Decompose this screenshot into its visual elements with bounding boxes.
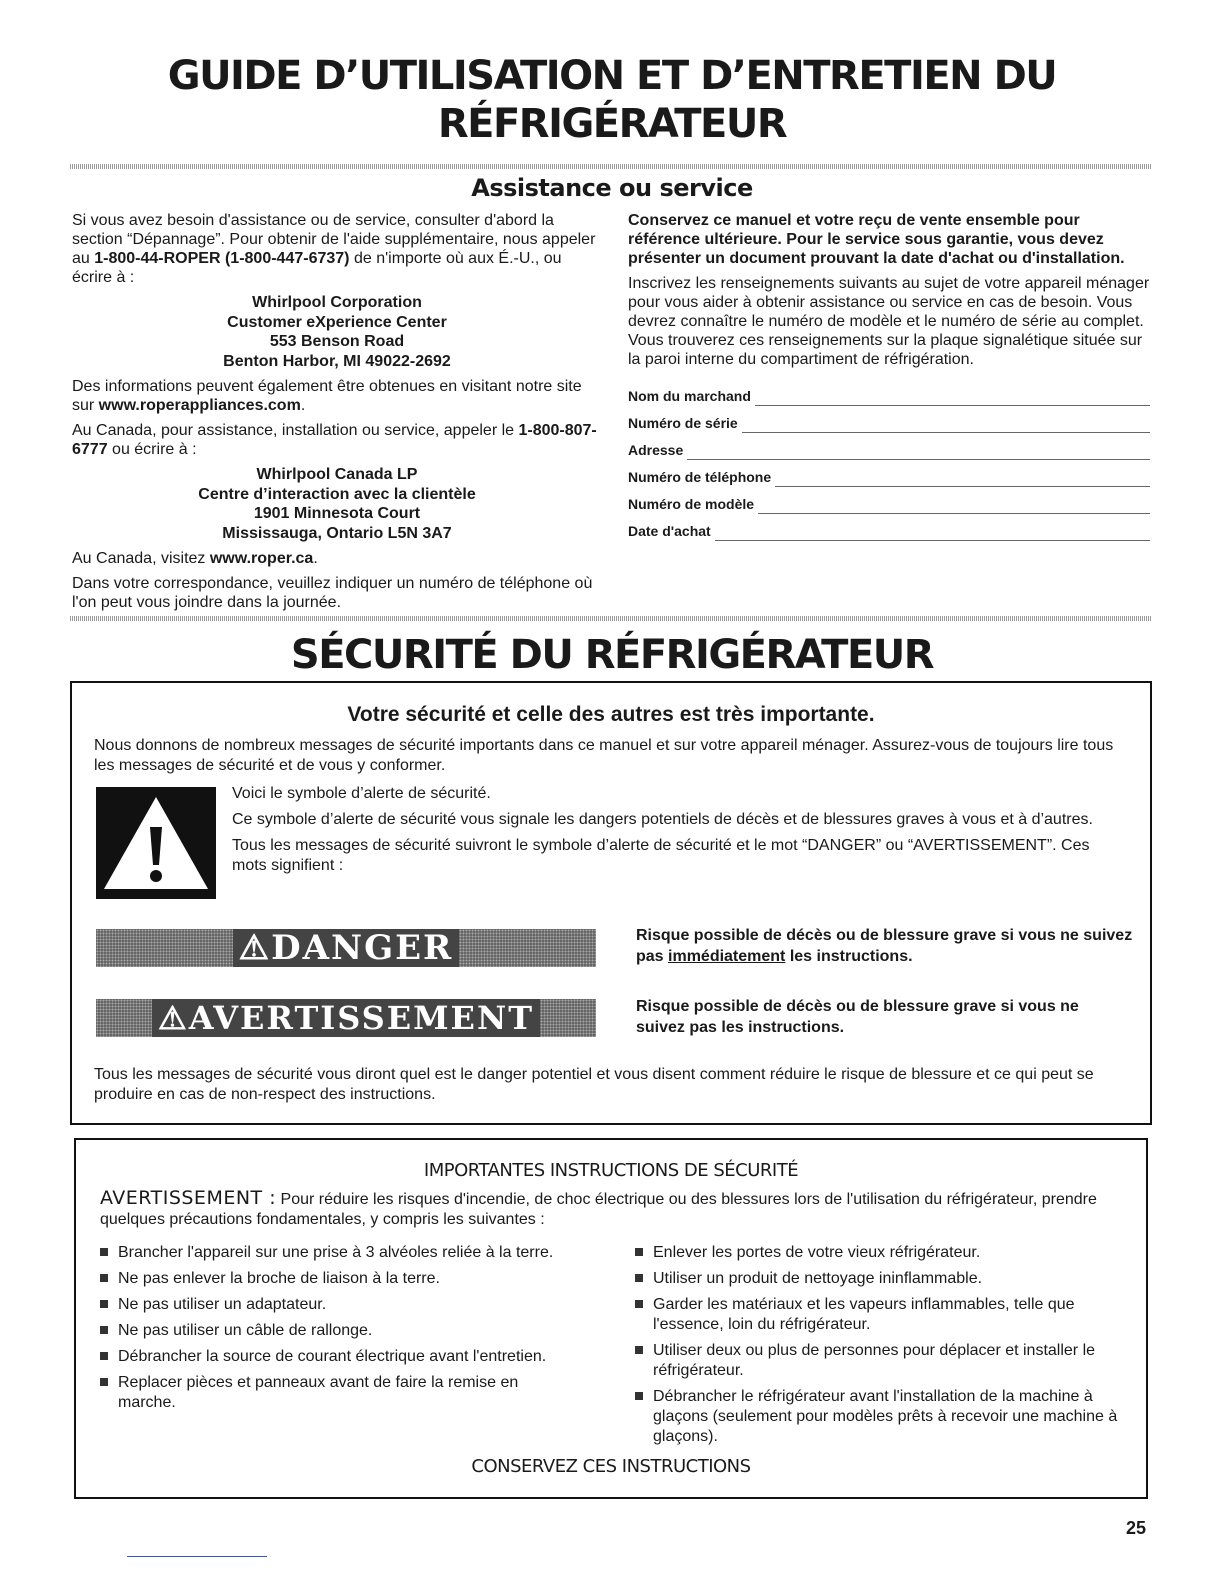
list-item-text: Ne pas utiliser un câble de rallonge. (118, 1322, 373, 1339)
safety-alert-symbol-icon (96, 787, 216, 899)
list-item-text: Débrancher le réfrigérateur avant l'installation de la machine à glaçons (seulement pour modèles prêts à recevoir une machine à glaçons). (653, 1388, 1118, 1445)
canada-address (72, 465, 602, 543)
assistance-heading: Assistance ou service (471, 174, 753, 202)
bullet-icon (635, 1346, 643, 1354)
symbol-line-1: Voici le symbole d’alerte de sécurité. (232, 785, 491, 802)
website-text: Des informations peuvent également être obtenues en visitant notre site sur (72, 378, 582, 414)
keep-manual-note: Conservez ce manuel et votre reçu de vente ensemble pour référence ultérieure. Pour le service sous garantie, vous devez présenter un document prouvant la date d'achat ou d'installation. (628, 212, 1125, 267)
field-dealer-name[interactable] (628, 379, 1150, 406)
instructions-heading: IMPORTANTES INSTRUCTIONS DE SÉCURITÉ (423, 1160, 799, 1181)
field-label: Adresse (628, 442, 684, 458)
bullet-icon (100, 1300, 108, 1308)
canada-address-line: Mississauga, Ontario L5N 3A7 (222, 524, 452, 542)
intro-text-end: de n'importe où aux É.-U., ou écrire à : (72, 250, 562, 286)
field-serial-number[interactable] (628, 406, 1150, 433)
list-item-text: Ne pas utiliser un adaptateur. (118, 1296, 327, 1313)
bullet-icon (635, 1248, 643, 1256)
danger-meaning (636, 925, 1141, 967)
list-item (98, 1373, 568, 1413)
danger-label-text: DANGER (271, 929, 454, 967)
list-item-text: Utiliser un produit de nettoyage ininflammable. (653, 1270, 983, 1287)
safety-title: SÉCURITÉ DU RÉFRIGÉRATEUR (290, 632, 934, 678)
warning-meaning: Risque possible de décès ou de blessure grave si vous ne suivez pas les instructions. (636, 998, 1079, 1036)
us-address-line: Benton Harbor, MI 49022-2692 (223, 352, 451, 370)
field-label: Numéro de téléphone (628, 469, 772, 485)
canada-website-paragraph (72, 549, 602, 568)
safety-intro: Nous donnons de nombreux messages de sécurité importants dans ce manuel et sur votre appareil ménager. Assurez-vous de toujours lire tous les messages de sécurité et de vous y conformer. (94, 737, 1114, 774)
canada-text: Au Canada, pour assistance, installation ou service, appeler le (72, 422, 519, 439)
bullet-icon (635, 1274, 643, 1282)
canada-paragraph (72, 421, 602, 459)
field-model-number[interactable] (628, 487, 1150, 514)
safety-box (70, 681, 1152, 1125)
page-title-line-1: GUIDE D’UTILISATION ET D’ENTRETIEN DU (167, 53, 1057, 99)
field-line (758, 500, 1150, 514)
field-purchase-date[interactable] (628, 514, 1150, 541)
bullet-icon (100, 1378, 108, 1386)
canada-phone: 1-800-807-6777 (72, 422, 597, 458)
list-item (633, 1341, 1133, 1381)
canada-website-text: Au Canada, visitez (72, 550, 210, 567)
divider-middle (70, 616, 1152, 621)
record-info-paragraph: Inscrivez les renseignements suivants au sujet de votre appareil ménager pour vous aider à obtenir assistance ou service en cas de besoin. Vous devrez connaître le numéro de modèle et le numéro de série au complet. Vous trouverez ces renseignements sur la plaque signalétique située sur la paroi interne du compartiment de réfrigération. (628, 275, 1150, 368)
field-line (775, 473, 1150, 487)
safety-outro: Tous les messages de sécurité vous diront quel est le danger potentiel et vous disent comment réduire le risque de blessure et ce qui peut se produire en cas de non-respect des instructions. (94, 1066, 1094, 1103)
canada-address-line: Whirlpool Canada LP (256, 466, 418, 483)
list-item (633, 1295, 1133, 1335)
instructions-warning (100, 1188, 1125, 1230)
bullet-icon (100, 1274, 108, 1282)
list-item (633, 1387, 1133, 1447)
list-item (98, 1269, 568, 1289)
list-item-text: Garder les matériaux et les vapeurs inflammables, telle que l'essence, loin du réfrigérateur. (653, 1296, 1075, 1333)
danger-meaning-text: Risque possible de décès ou de blessure grave si vous ne suivez pas (636, 927, 1133, 965)
list-item-text: Brancher l'appareil sur une prise à 3 alvéoles reliée à la terre. (118, 1244, 554, 1261)
danger-meaning-emphasis: immédiatement (668, 948, 786, 965)
website-text-end: . (300, 397, 306, 414)
bullet-icon (635, 1392, 643, 1400)
field-line (715, 527, 1150, 541)
page-title (0, 52, 1224, 148)
assistance-intro (72, 211, 602, 287)
danger-label: ⚠DANGER (233, 929, 460, 967)
field-label: Numéro de modèle (628, 496, 755, 512)
list-item-text: Replacer pièces et panneaux avant de faire la remise en marche. (118, 1374, 519, 1411)
field-line (742, 419, 1150, 433)
warning-label-text: AVERTISSEMENT (188, 999, 534, 1037)
canada-address-line: Centre d’interaction avec la clientèle (198, 485, 476, 503)
field-label: Date d'achat (628, 523, 711, 539)
divider-top (70, 164, 1152, 169)
bullet-icon (635, 1300, 643, 1308)
keep-instructions-footer: CONSERVEZ CES INSTRUCTIONS (471, 1456, 751, 1477)
intro-text: Si vous avez besoin d'assistance ou de service, consulter d'abord la section “Dépannage”. Pour obtenir de l'aide supplémentaire, nous appeler au (72, 212, 596, 267)
instructions-list-left (98, 1243, 568, 1419)
list-item (98, 1347, 568, 1367)
list-item (633, 1243, 1133, 1263)
symbol-line-3: Tous les messages de sécurité suivront le symbole d’alerte de sécurité et le mot “DANGER” ou “AVERTISSEMENT”. Ces mots signifient : (232, 837, 1090, 874)
symbol-explanation (232, 784, 1112, 876)
page-number: 25 (1126, 1518, 1147, 1538)
field-label: Nom du marchand (628, 388, 751, 404)
warning-signal-word (96, 999, 596, 1037)
bullet-icon (100, 1352, 108, 1360)
warning-text-inline: Pour réduire les risques d'incendie, de choc électrique ou des blessures lors de l'utilisation du réfrigérateur, prendre quelques précautions fondamentales, y compris les suivantes : (100, 1191, 1097, 1228)
bullet-icon (100, 1248, 108, 1256)
list-item (98, 1243, 568, 1263)
danger-signal-word (96, 929, 596, 967)
list-item-text: Enlever les portes de votre vieux réfrigérateur. (653, 1244, 981, 1261)
footer-line (127, 1556, 267, 1557)
list-item-text: Utiliser deux ou plus de personnes pour déplacer et installer le réfrigérateur. (653, 1342, 1096, 1379)
list-item (98, 1295, 568, 1315)
field-line (755, 392, 1150, 406)
field-address[interactable] (628, 433, 1150, 460)
canada-text-end: ou écrire à : (107, 441, 197, 458)
instructions-list-right (633, 1243, 1133, 1453)
list-item-text: Débrancher la source de courant électrique avant l'entretien. (118, 1348, 547, 1365)
correspondence-note: Dans votre correspondance, veuillez indiquer un numéro de téléphone où l'on peut vous joindre dans la journée. (72, 575, 593, 611)
list-item (633, 1269, 1133, 1289)
us-phone: 1-800-44-ROPER (1-800-447-6737) (94, 250, 350, 267)
canada-address-line: 1901 Minnesota Court (253, 505, 421, 522)
list-item (98, 1321, 568, 1341)
page-title-line-2: RÉFRIGÉRATEUR (437, 101, 787, 147)
symbol-line-2: Ce symbole d’alerte de sécurité vous signale les dangers potentiels de décès et de blessures graves à vous et à d’autres. (232, 811, 1093, 828)
field-line (687, 446, 1150, 460)
field-label: Numéro de série (628, 415, 738, 431)
danger-meaning-text-end: les instructions. (785, 948, 913, 965)
bullet-icon (100, 1326, 108, 1334)
us-address-line: 553 Benson Road (269, 333, 405, 350)
us-address (72, 293, 602, 371)
record-fields (628, 379, 1150, 541)
field-phone-number[interactable] (628, 460, 1150, 487)
canada-website-text-end: . (313, 550, 318, 567)
website-paragraph (72, 377, 602, 415)
safety-box-heading: Votre sécurité et celle des autres est très importante. (347, 703, 875, 726)
assistance-left-column (72, 211, 602, 618)
list-item-text: Ne pas enlever la broche de liaison à la terre. (118, 1270, 440, 1287)
assistance-right-column (628, 211, 1150, 541)
warning-label-inline: AVERTISSEMENT : (100, 1187, 277, 1209)
us-website-link[interactable]: www.roperappliances.com (98, 397, 301, 414)
us-address-line: Whirlpool Corporation (252, 294, 422, 311)
us-address-line: Customer eXperience Center (227, 313, 447, 331)
instructions-box (74, 1138, 1148, 1499)
canada-website-link[interactable]: www.roper.ca (209, 550, 314, 567)
warning-label: ⚠AVERTISSEMENT (152, 999, 540, 1037)
